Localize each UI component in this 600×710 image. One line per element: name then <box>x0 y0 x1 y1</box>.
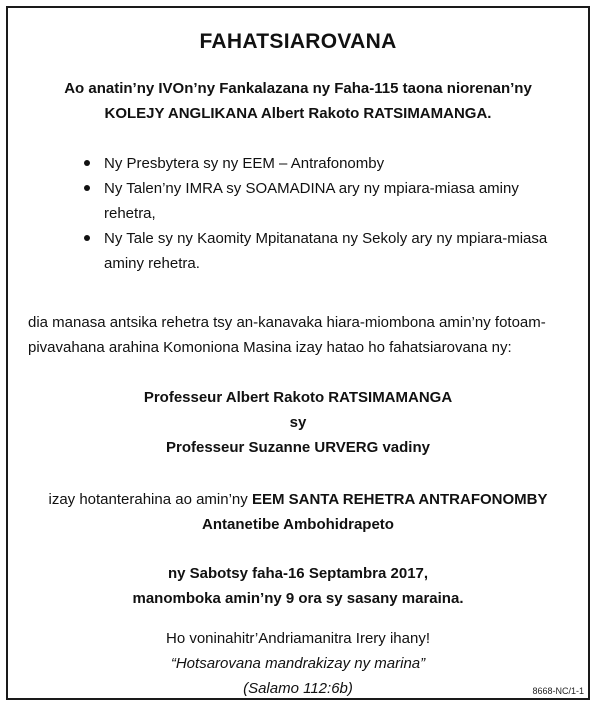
intro-text <box>28 76 568 126</box>
list-item-line-1: Ny Tale sy ny Kaomity Mpitanatana ny Sekoly ary ny mpiara-miasa <box>104 230 548 247</box>
intro-line-1: Ao anatin’ny IVOn’ny Fankalazana ny Faha-115 taona niorenan’ny <box>64 80 532 97</box>
paragraph-line-2: pivavahana arahina Komoniona Masina izay hatao ho fahatsiarovana ny: <box>28 339 512 356</box>
venue-church: EEM SANTA REHETRA ANTRAFONOMBY <box>251 491 548 508</box>
paragraph-line-1: dia manasa antsika rehetra tsy an-kanavaka hiara-miombona amin’ny fotoam- <box>28 314 546 331</box>
list-item <box>82 226 558 276</box>
date-block <box>8 561 588 611</box>
venue-place: Antanetibe Ambohidrapeto <box>202 516 394 533</box>
venue-line <box>8 487 588 512</box>
intro-line-2: KOLEJY ANGLIKANA Albert Rakoto RATSIMAMANGA. <box>104 105 492 122</box>
list-item-line-2: aminy rehetra. <box>104 255 200 272</box>
list-item-line-1: Ny Presbytera sy ny EEM – Antrafonomby <box>104 155 385 172</box>
list-item <box>82 176 558 226</box>
blessing-text: Ho voninahitr’Andriamanitra Irery ihany! <box>165 630 430 647</box>
honoree-conjunction: sy <box>289 414 307 431</box>
honoree-name-1: Professeur Albert Rakoto RATSIMAMANGA <box>143 389 453 406</box>
notice-frame <box>6 6 590 700</box>
notice-title: FAHATSIAROVANA <box>199 30 397 53</box>
date-line-2: manomboka amin’ny 9 ora sy sasany maraina. <box>132 590 464 607</box>
bullet-icon <box>84 160 90 166</box>
list-item-line-1: Ny Talen’ny IMRA sy SOAMADINA ary ny mpiara-miasa aminy <box>104 180 519 197</box>
bullet-icon <box>84 185 90 191</box>
list-item <box>82 151 558 176</box>
reference-code: 8668-NC/1-1 <box>532 686 584 696</box>
scripture-reference: (Salamo 112:6b) <box>243 680 353 697</box>
hosts-list <box>82 151 558 276</box>
scripture-quote: “Hotsarovana mandrakizay ny marina” <box>170 655 426 672</box>
invitation-paragraph <box>28 310 566 360</box>
list-item-line-2: rehetra, <box>104 205 156 222</box>
honoree-name-2: Professeur Suzanne URVERG vadiny <box>166 439 430 456</box>
honorees-block <box>8 385 588 460</box>
venue-prefix: izay hotanterahina ao amin’ny <box>48 491 252 508</box>
date-line-1: ny Sabotsy faha-16 Septambra 2017, <box>167 565 429 582</box>
bullet-icon <box>84 235 90 241</box>
venue-block <box>8 487 588 537</box>
